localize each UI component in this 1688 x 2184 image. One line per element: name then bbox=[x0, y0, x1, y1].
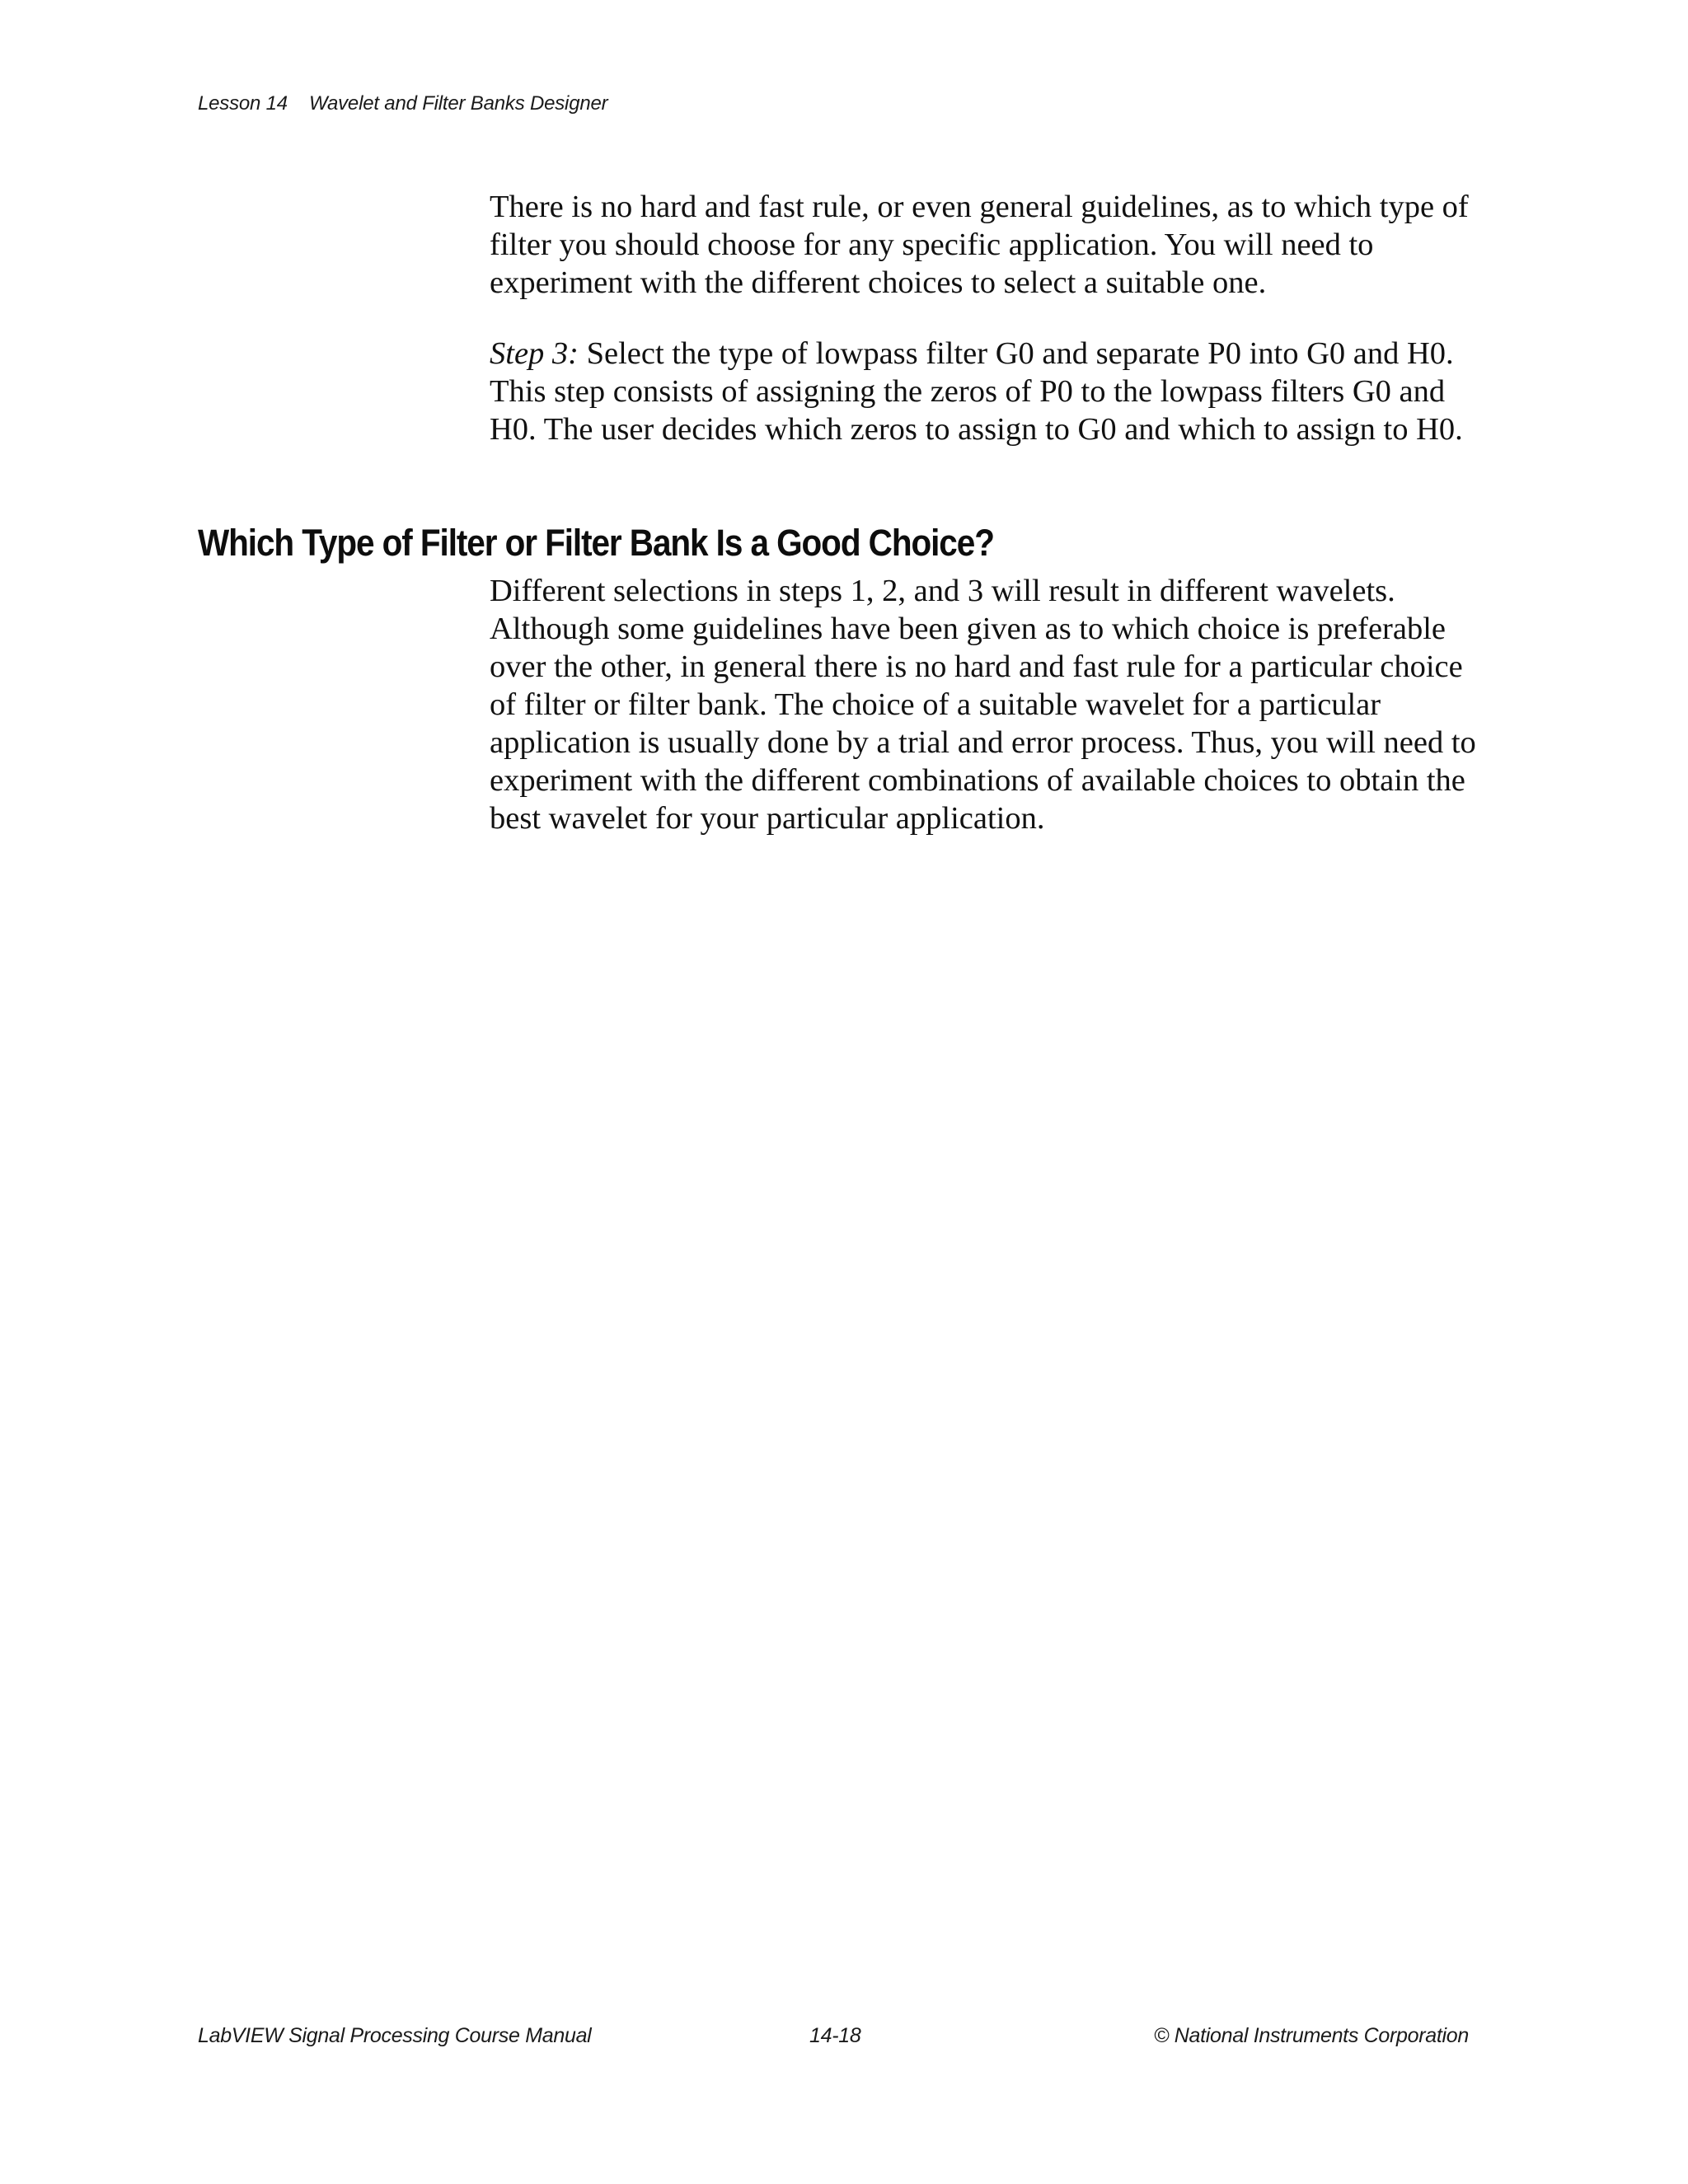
paragraph-text: Different selections in steps 1, 2, and 3 will result in different wavelets. Although some guidelines have been given as to which choice is preferable over the other, in general there is no hard and fast rule for a particular choice of filter or filter bank. The choice of a suitable wavelet for a particular application is usually done by a trial and error process. Thus, you will need to experiment with the different combinations of available choices to obtain the best wavelet for your particular application. bbox=[490, 574, 1476, 836]
step-3-paragraph bbox=[490, 335, 1479, 448]
footer-copyright: © National Instruments Corporation bbox=[1153, 2024, 1469, 2047]
step-3-label: Step 3: bbox=[490, 336, 579, 371]
chapter-title: Wavelet and Filter Banks Designer bbox=[308, 92, 608, 115]
step-3-text: Select the type of lowpass filter G0 and separate P0 into G0 and H0. This step consists of assigning the zeros of P0 to the lowpass filters G0 and H0. The user decides which zeros to assign to G0 and which to assign to H0. bbox=[490, 336, 1463, 447]
body-paragraph-step-3 bbox=[490, 335, 1479, 448]
paragraph-text: There is no hard and fast rule, or even general guidelines, as to which type of filter you should choose for any specific application. You will need to experiment with the different choices to select a suitable one. bbox=[490, 190, 1469, 300]
footer-page-number: 14-18 bbox=[809, 2024, 861, 2047]
running-header bbox=[198, 92, 607, 115]
body-paragraph-guidelines bbox=[490, 188, 1479, 302]
body-paragraph-good-choice bbox=[490, 572, 1479, 837]
footer-manual-title: LabVIEW Signal Processing Course Manual bbox=[198, 2024, 592, 2047]
section-heading: Which Type of Filter or Filter Bank Is a Good Choice? bbox=[198, 522, 994, 564]
lesson-number: Lesson 14 bbox=[198, 92, 288, 115]
